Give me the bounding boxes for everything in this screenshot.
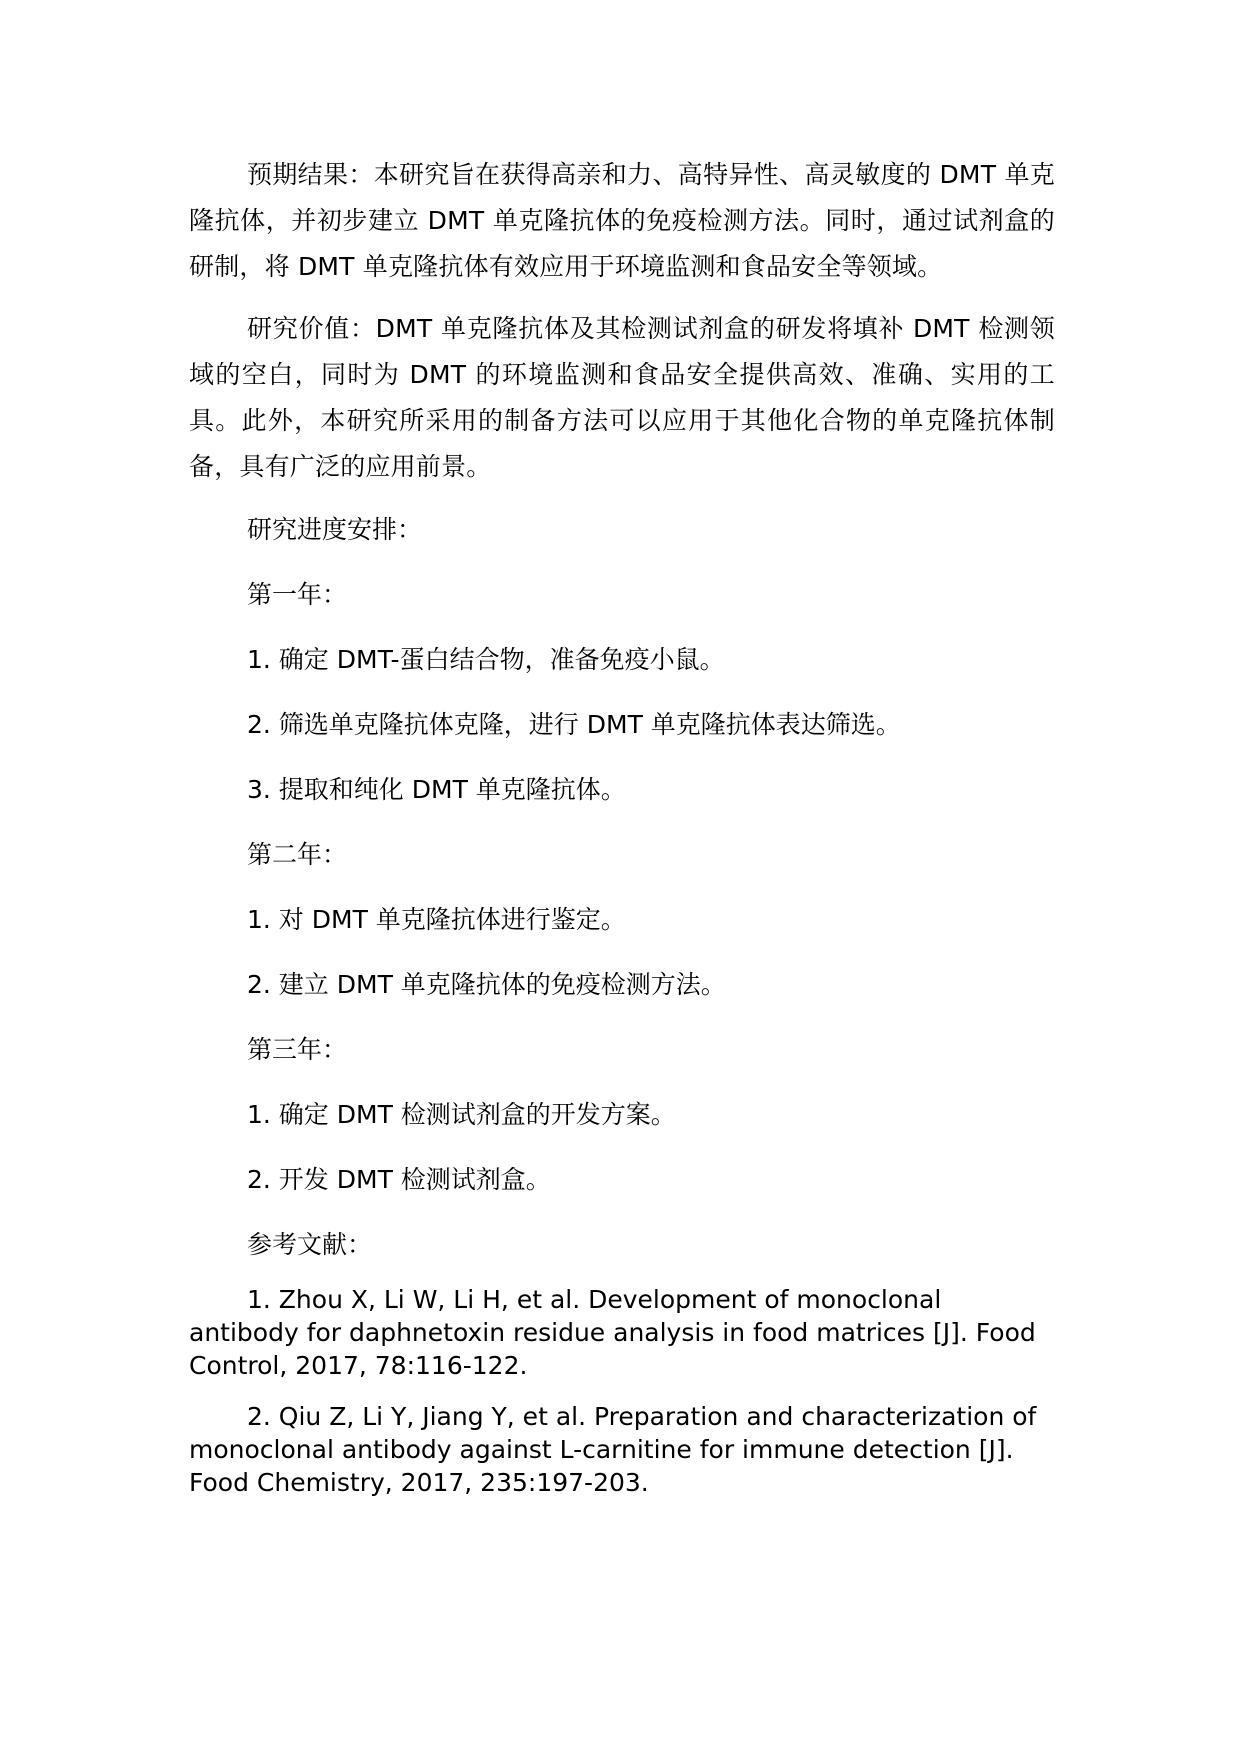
year1-label: 第一年： (247, 580, 348, 609)
year3-item: 2. 开发 DMT 检测试剂盒。 (247, 1165, 551, 1194)
year1-item: 3. 提取和纯化 DMT 单克隆抗体。 (247, 775, 626, 804)
year3-label: 第三年： (247, 1035, 348, 1064)
year1-item: 2. 筛选单克隆抗体克隆，进行 DMT 单克隆抗体表达筛选。 (247, 710, 901, 739)
year2-label: 第二年： (247, 840, 348, 869)
research-value-paragraph: 研究价值：DMT 单克隆抗体及其检测试剂盒的研发将填补 DMT 检测领域的空白，同时为 DMT 的环境监测和食品安全提供高效、准确、实用的工具。此外，本研究所采用的制备方法可以应用于其他化合物的单克隆抗体制备，具有广泛的应用前景。 (189, 314, 1055, 481)
reference-item: 1. Zhou X, Li W, Li H, et al. Development of monoclonal antibody for daphnetoxin residue analysis in food matrices [J]. Food Control, 2017, 78:116-122. (189, 1285, 1036, 1380)
schedule-heading: 研究进度安排： (247, 515, 423, 544)
references-heading: 参考文献： (247, 1230, 373, 1259)
expected-results-paragraph: 预期结果：本研究旨在获得高亲和力、高特异性、高灵敏度的 DMT 单克隆抗体，并初步建立 DMT 单克隆抗体的免疫检测方法。同时，通过试剂盒的研制，将 DMT 单克隆抗体有效应用于环境监测和食品安全等领域。 (189, 160, 1055, 281)
year2-item: 1. 对 DMT 单克隆抗体进行鉴定。 (247, 905, 626, 934)
document-page (189, 152, 1055, 1517)
year3-item: 1. 确定 DMT 检测试剂盒的开发方案。 (247, 1100, 676, 1129)
year1-item: 1. 确定 DMT-蛋白结合物，准备免疫小鼠。 (247, 645, 725, 674)
year2-item: 2. 建立 DMT 单克隆抗体的免疫检测方法。 (247, 970, 726, 999)
reference-item: 2. Qiu Z, Li Y, Jiang Y, et al. Preparation and characterization of monoclonal antibody against L-carnitine for immune detection [J]. Food Chemistry, 2017, 235:197-203. (189, 1402, 1037, 1497)
